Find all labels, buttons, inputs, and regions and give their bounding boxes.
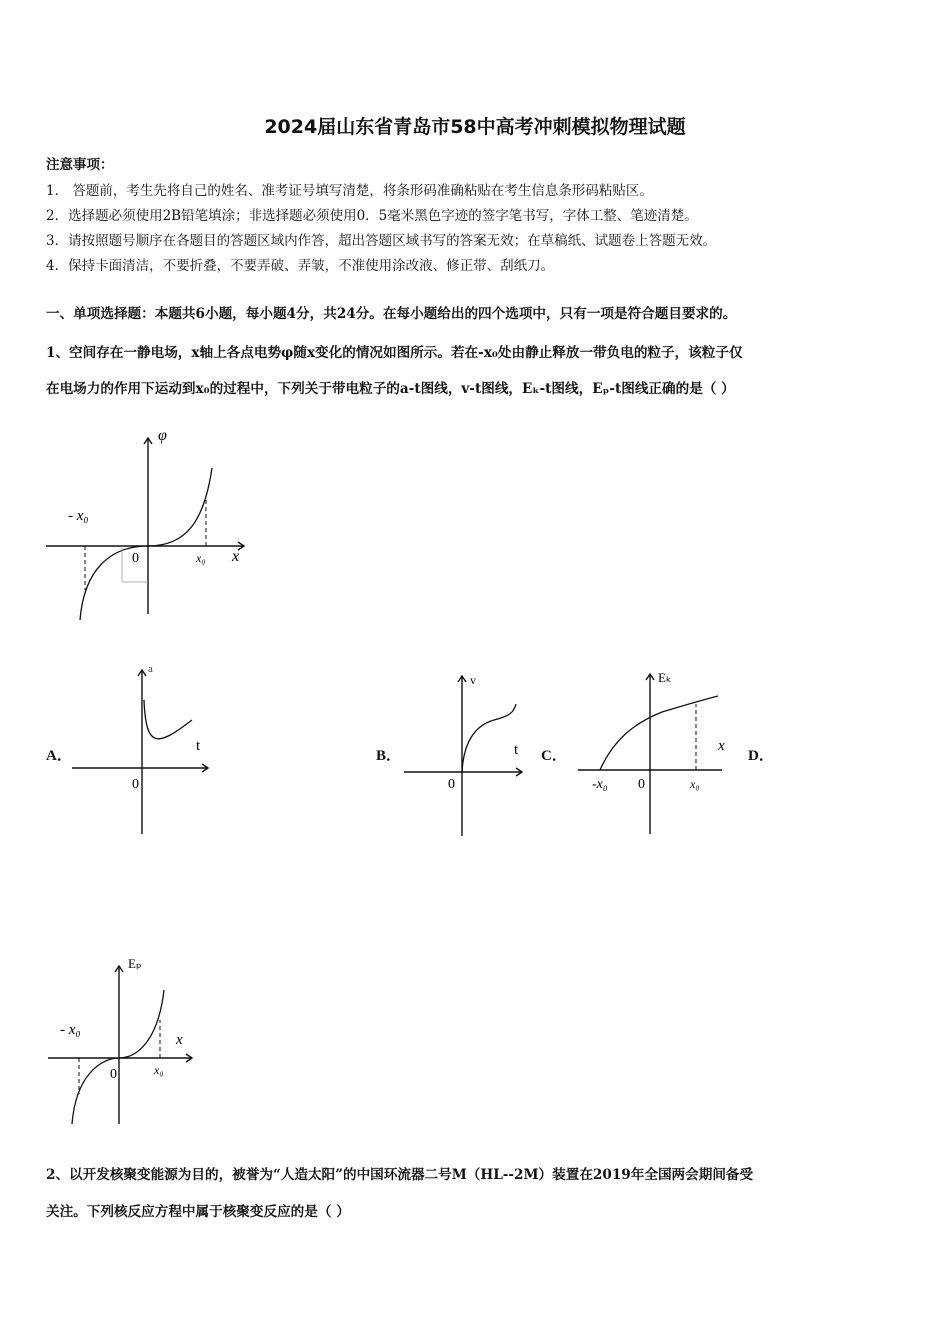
option-c-x-label: x [718, 738, 725, 754]
option-d-y-label: Eₚ [128, 956, 142, 971]
notice-heading: 注意事项： [46, 157, 114, 173]
option-c-letter: C． [541, 748, 567, 764]
notice-item-4: 4．保持卡面清洁，不要折叠，不要弄破、弄皱，不准使用涂改液、修正带、刮纸刀。 [46, 258, 555, 274]
option-c-y-label: Eₖ [658, 670, 672, 685]
phi-y-label: φ [158, 427, 167, 444]
option-a-origin-label: 0 [132, 777, 139, 792]
page-title: 2024届山东省青岛市58中高考冲刺模拟物理试题 [264, 116, 686, 138]
option-a-graph [68, 660, 218, 840]
question-1-line-2: 在电场力的作用下运动到x₀的过程中，下列关于带电粒子的a-t图线，v-t图线，Eₖ-t图线，Eₚ-t图线正确的是（ ） [46, 381, 735, 397]
option-a-y-label: a [148, 663, 153, 675]
section-heading: 一、单项选择题：本题共6小题，每小题4分，共24分。在每小题给出的四个选项中，只有一项是符合题目要求的。 [46, 306, 737, 322]
question-1-line-1: 1、空间存在一静电场，x轴上各点电势φ随x变化的情况如图所示。若在-x₀处由静止释放一带负电的粒子，该粒子仅 [46, 345, 743, 361]
option-d-letter: D． [748, 748, 774, 764]
option-b-graph [398, 666, 538, 842]
option-c-graph [572, 664, 742, 840]
notice-item-2: 2．选择题必须使用2B铅笔填涂；非选择题必须使用0．5毫米黑色字迹的签字笔书写，字体工整、笔迹清楚。 [46, 208, 698, 224]
option-d-origin-label: 0 [110, 1067, 117, 1082]
phi-neg-x0-label: - x₀ [68, 508, 89, 524]
option-b-origin-label: 0 [448, 777, 455, 792]
option-b-letter: B． [376, 748, 402, 764]
option-b-y-label: v [470, 673, 476, 687]
phi-x0-label: x₀ [196, 551, 206, 565]
phi-origin-label: 0 [132, 551, 139, 566]
option-d-x-label: x [176, 1032, 183, 1048]
option-a-x-label: t [196, 738, 201, 754]
option-c-origin-label: 0 [638, 777, 645, 792]
phi-x-label: x [232, 548, 240, 565]
option-c-neg-x0-label: -x₀ [592, 777, 608, 792]
option-c-x0-label: x₀ [690, 777, 700, 791]
option-d-graph [42, 954, 212, 1134]
phi-x-graph [40, 420, 260, 620]
question-2-line-1: 2、以开发核聚变能源为目的，被誉为“人造太阳”的中国环流器二号M（HL--2M）装置在2019年全国两会期间备受 [46, 1167, 754, 1183]
option-a-letter: A． [46, 748, 72, 764]
option-d-x0-label: x₀ [154, 1063, 164, 1077]
notice-item-3: 3．请按照题号顺序在各题目的答题区域内作答，超出答题区域书写的答案无效；在草稿纸、试题卷上答题无效。 [46, 233, 717, 249]
question-2-line-2: 关注。下列核反应方程中属于核聚变反应的是（ ） [46, 1204, 350, 1220]
option-d-neg-x0-label: - x₀ [60, 1022, 81, 1038]
notice-item-1: 1． 答题前，考生先将自己的姓名、准考证号填写清楚，将条形码准确粘贴在考生信息条形码粘贴区。 [46, 183, 653, 199]
option-b-x-label: t [514, 742, 519, 758]
